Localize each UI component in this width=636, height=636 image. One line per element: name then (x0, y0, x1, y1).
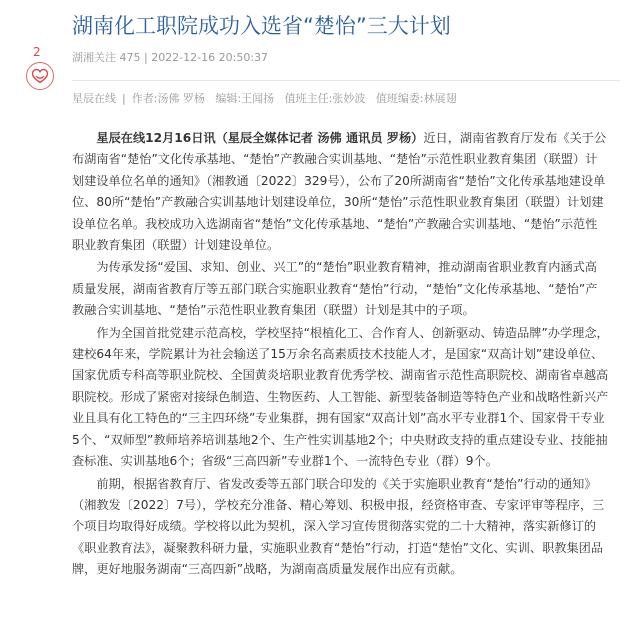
like-count: 2 (33, 45, 41, 59)
credit-source: 星辰在线 (72, 92, 116, 105)
credit-author: 作者:汤佛 罗杨 (131, 92, 205, 105)
paragraph-text: 为传承发扬“爱国、求知、创业、兴工”的“楚怡”职业教育精神，推动湖南省职业教育内涵式高质量发展，湖南省教育厅等五部门联合实施职业教育“楚怡”行动，“楚怡”文化传承基地、“楚怡”产教融合实训基地、“楚怡”示范性职业教育集团（联盟）计划是其中的子项。 (72, 260, 598, 318)
heart-icon (31, 68, 49, 84)
article-meta: 湖湘关注 475 | 2022-12-16 20:50:37 (72, 51, 269, 64)
paragraph-lead: 星辰在线12月16日讯（星辰全媒体记者 汤佛 通讯员 罗杨） (96, 131, 424, 145)
credit-separator: | (122, 92, 126, 105)
paragraph (72, 128, 609, 256)
credit-duty-editor: 值班编委:林展翅 (375, 92, 457, 105)
paragraph-text: 前期，根据省教育厅、省发改委等五部门联合印发的《关于实施职业教育“楚怡”行动的通知》（湘教发〔2022〕7号），学校充分准备、精心筹划、积极申报，经资格审查、专家评审等程序，三个项目均取得好成绩。学校将以此为契机，深入学习宣传贯彻落实党的二十大精神，落实新修订的《职业教育法》，凝聚教科研力量，实施职业教育“楚怡”行动，打造“楚怡”文化、实训、职教集团品牌，更好地服务湖南“三高四新”战略，为湖南高质量发展作出应有贡献。 (72, 476, 605, 577)
credit-chief-editor: 值班主任:张妙波 (284, 92, 366, 105)
paragraph-text: 近日，湖南省教育厅发布《关于公布湖南省“楚怡”文化传承基地、“楚怡”产教融合实训基地、“楚怡”示范性职业教育集团（联盟）计划建设单位名单的通知》（湘教通〔2022〕329号），公布了20所湖南省“楚怡”文化传承基地建设单位、80所“楚怡”产教融合实训基地计划建设单位，30所“楚怡”示范性职业教育集团（联盟）计划建设单位名单。我校成功入选湖南省“楚怡”文化传承基地、“楚怡”产教融合实训基地、“楚怡”示范性职业教育集团（联盟）计划建设单位。 (72, 131, 607, 253)
like-button[interactable] (26, 62, 54, 90)
article-title: 湖南化工职院成功入选省“楚怡”三大计划 (72, 14, 451, 38)
article-credits (72, 92, 457, 106)
credit-editor: 编辑:王闻扬 (215, 92, 275, 105)
paragraph (72, 257, 609, 321)
paragraph (72, 323, 609, 473)
divider (72, 80, 620, 81)
paragraph (72, 474, 609, 581)
paragraph-text: 作为全国首批党建示范高校，学校坚持“根植化工、合作育人、创新驱动、铸造品牌”办学理念，建校64年来，学院累计为社会输送了15万余名高素质技术技能人才，是国家“双高计划”建设单位、国家优质专科高等职业院校、全国黄炎培职业教育优秀学校、湖南省示范性高职院校、湖南省卓越高职院校。形成了紧密对接绿色制造、生物医药、人工智能、新型装备制造等特色产业和战略性新兴产业且具有化工特色的“三主四环绕”专业集群，拥有国家“双高计划”高水平专业群1个、国家骨干专业5个、“双师型”教师培养培训基地2个、生产性实训基地2个；中央财政支持的重点建设专业、技能抽查标准、实训基地6个；省级“三高四新”专业群1个、一流特色专业（群）9个。 (72, 325, 609, 469)
article-body (72, 128, 609, 582)
